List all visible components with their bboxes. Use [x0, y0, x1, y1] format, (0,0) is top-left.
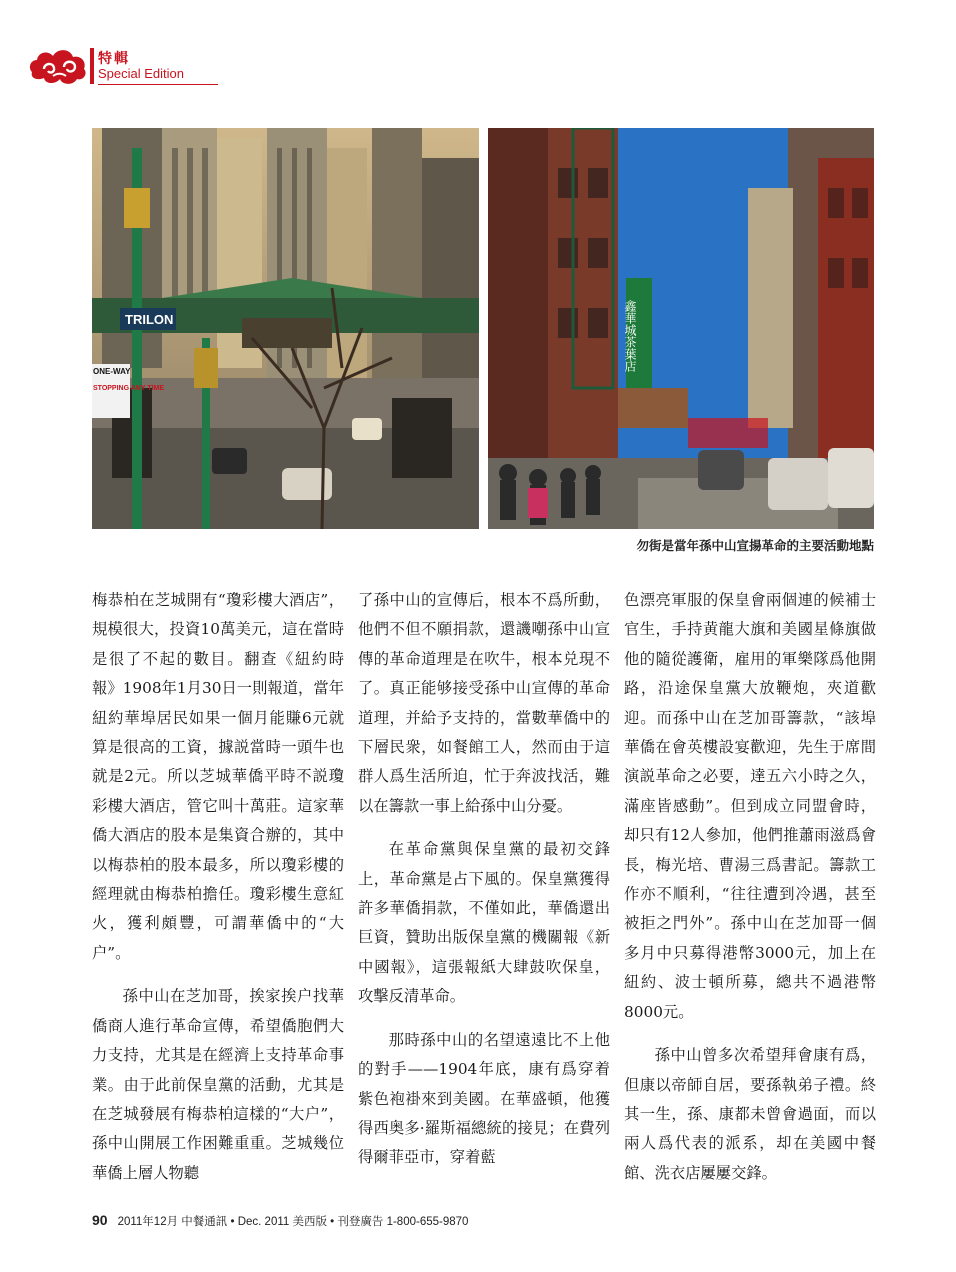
paragraph: 色漂亮軍服的保皇會兩個連的候補士官生，手持黄龍大旗和美國星條旗做他的隨從護衛，雇用的軍樂隊爲他開路，沿途保皇黨大放鞭炮，夾道歡迎。而孫中山在芝加哥籌款，“該埠華僑在會英樓設宴歡迎，先生于席間演説革命之必要，達五六小時之久，滿座皆感動”。但到成立同盟會時，却只有12人參加，他們推蕭雨滋爲會長，梅光培、曹湯三爲書記。籌款工作亦不順利，“往往遭到冷遇，甚至被拒之門外”。孫中山在芝加哥一個多月中只募得港幣3000元，加上在紐約、波士頓所募，總共不過港幣8000元。: [624, 591, 876, 1021]
issue-info: 2011年12月 中餐通訊 • Dec. 2011 美西版 • 刊登廣告 1-800-655-9870: [117, 1216, 469, 1228]
section-title-en: Special Edition: [98, 66, 184, 81]
auspicious-cloud-icon: [26, 42, 90, 88]
tag-underline: [98, 84, 218, 85]
section-header: [26, 42, 196, 92]
chinatown-gate-photo: [92, 128, 479, 529]
paragraph: 孫中山在芝加哥，挨家挨户找華僑商人進行革命宣傳，希望僑胞們大力支持，尤其是在經濟上支持革命事業。由于此前保皇黨的活動，尤其是在芝城發展有梅恭柏這樣的“大户”，孫中山開展工作困難重重。芝城幾位華僑上層人物聽: [92, 987, 344, 1182]
mott-street-photo: [488, 128, 874, 529]
article-column-2: [358, 586, 610, 1173]
tag-accent-bar: [90, 48, 94, 84]
paragraph: 了孫中山的宣傳后，根本不爲所動，他們不但不願捐款，還譏嘲孫中山宣傳的革命道理是在吹牛，根本兑現不了。真正能够接受孫中山宣傳的革命道理，并給予支持的，當數華僑中的下層民衆，如餐館工人，然而由于這群人爲生活所迫，忙于奔波找活，難以在籌款一事上給孫中山分憂。: [358, 591, 610, 815]
paragraph: 孫中山曾多次希望拜會康有爲，但康以帝師自居，要孫執弟子禮。終其一生，孫、康都未曾會過面，而以兩人爲代表的派系，却在美國中餐館、洗衣店屢屢交鋒。: [624, 1046, 876, 1182]
page-footer: [92, 1212, 468, 1229]
paragraph: 在革命黨與保皇黨的最初交鋒上，革命黨是占下風的。保皇黨獲得許多華僑捐款，不僅如此，華僑還出巨資，贊助出版保皇黨的機關報《新中國報》，這張報紙大肆鼓吹保皇，攻擊反清革命。: [358, 840, 610, 1006]
paragraph: 那時孫中山的名望遠遠比不上他的對手——1904年底，康有爲穿着紫色袍褂來到美國。在華盛頓，他獲得西奥多·羅斯福總統的接見；在費列得爾菲亞市，穿着藍: [358, 1030, 610, 1167]
article-column-3: [624, 586, 876, 1188]
photo-caption: 勿街是當年孫中山宣揚革命的主要活動地點: [636, 538, 874, 553]
one-way-sign: ONE-WAY: [93, 367, 131, 376]
paragraph: 梅恭柏在芝城開有“瓊彩樓大酒店”，規模很大，投資10萬美元，這在當時是很了不起的數目。翻查《紐約時報》1908年1月30日一則報道，當年紐約華埠居民如果一個月能賺6元就算是很高的工資，據説當時一頭牛也就是2元。所以芝城華僑平時不説瓊彩樓大酒店，管它叫十萬莊。這家華僑大酒店的股本是集資合辦的，其中以梅恭柏的股本最多，所以瓊彩樓的經理就由梅恭柏擔任。瓊彩樓生意紅火，獲利頗豐，可謂華僑中的“大户”。: [92, 591, 344, 962]
page-number: 90: [92, 1212, 108, 1228]
no-stopping-sign: STOPPING ANY TIME: [93, 385, 165, 392]
article-column-1: [92, 586, 344, 1188]
tea-shop-sign: 鑫華城茶葉店: [623, 300, 637, 372]
section-title-zh: 特輯: [98, 51, 130, 67]
trilon-sign: TRILON: [125, 312, 174, 327]
